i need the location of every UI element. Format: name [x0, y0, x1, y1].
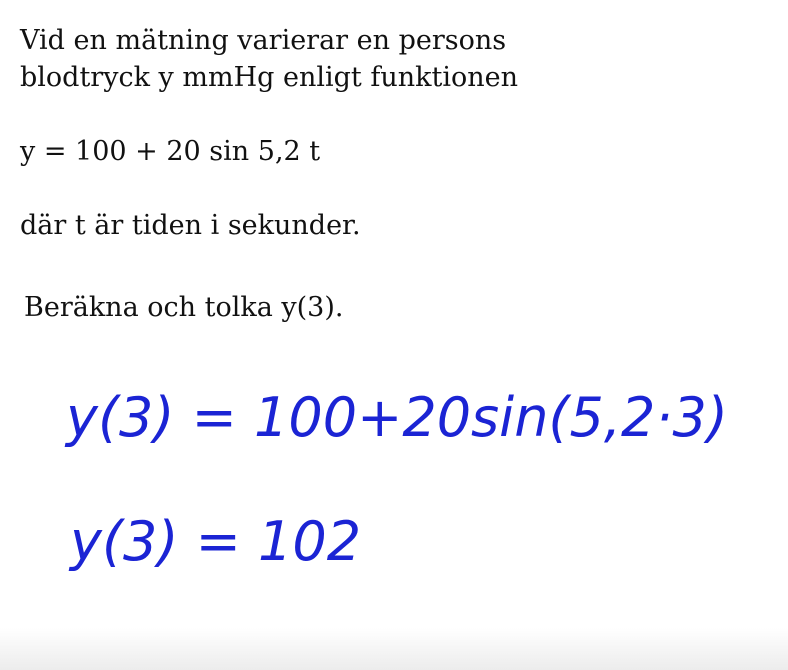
problem-statement — [20, 22, 760, 244]
function-formula: y = 100 + 20 sin 5,2 t — [20, 136, 321, 167]
problem-line-1: Vid en mätning varierar en persons — [20, 25, 507, 56]
variable-definition: där t är tiden i sekunder. — [20, 210, 361, 241]
spacer — [20, 170, 760, 207]
task-question: Beräkna och tolka y(3). — [24, 292, 344, 323]
spacer — [20, 96, 760, 133]
bottom-shadow-band — [0, 628, 788, 670]
handwritten-step-2: y(3) = 102 — [70, 510, 362, 573]
problem-line-2: blodtryck y mmHg enligt funktionen — [20, 62, 518, 93]
handwritten-step-1: y(3) = 100+20sin(5,2·3) — [66, 386, 728, 449]
